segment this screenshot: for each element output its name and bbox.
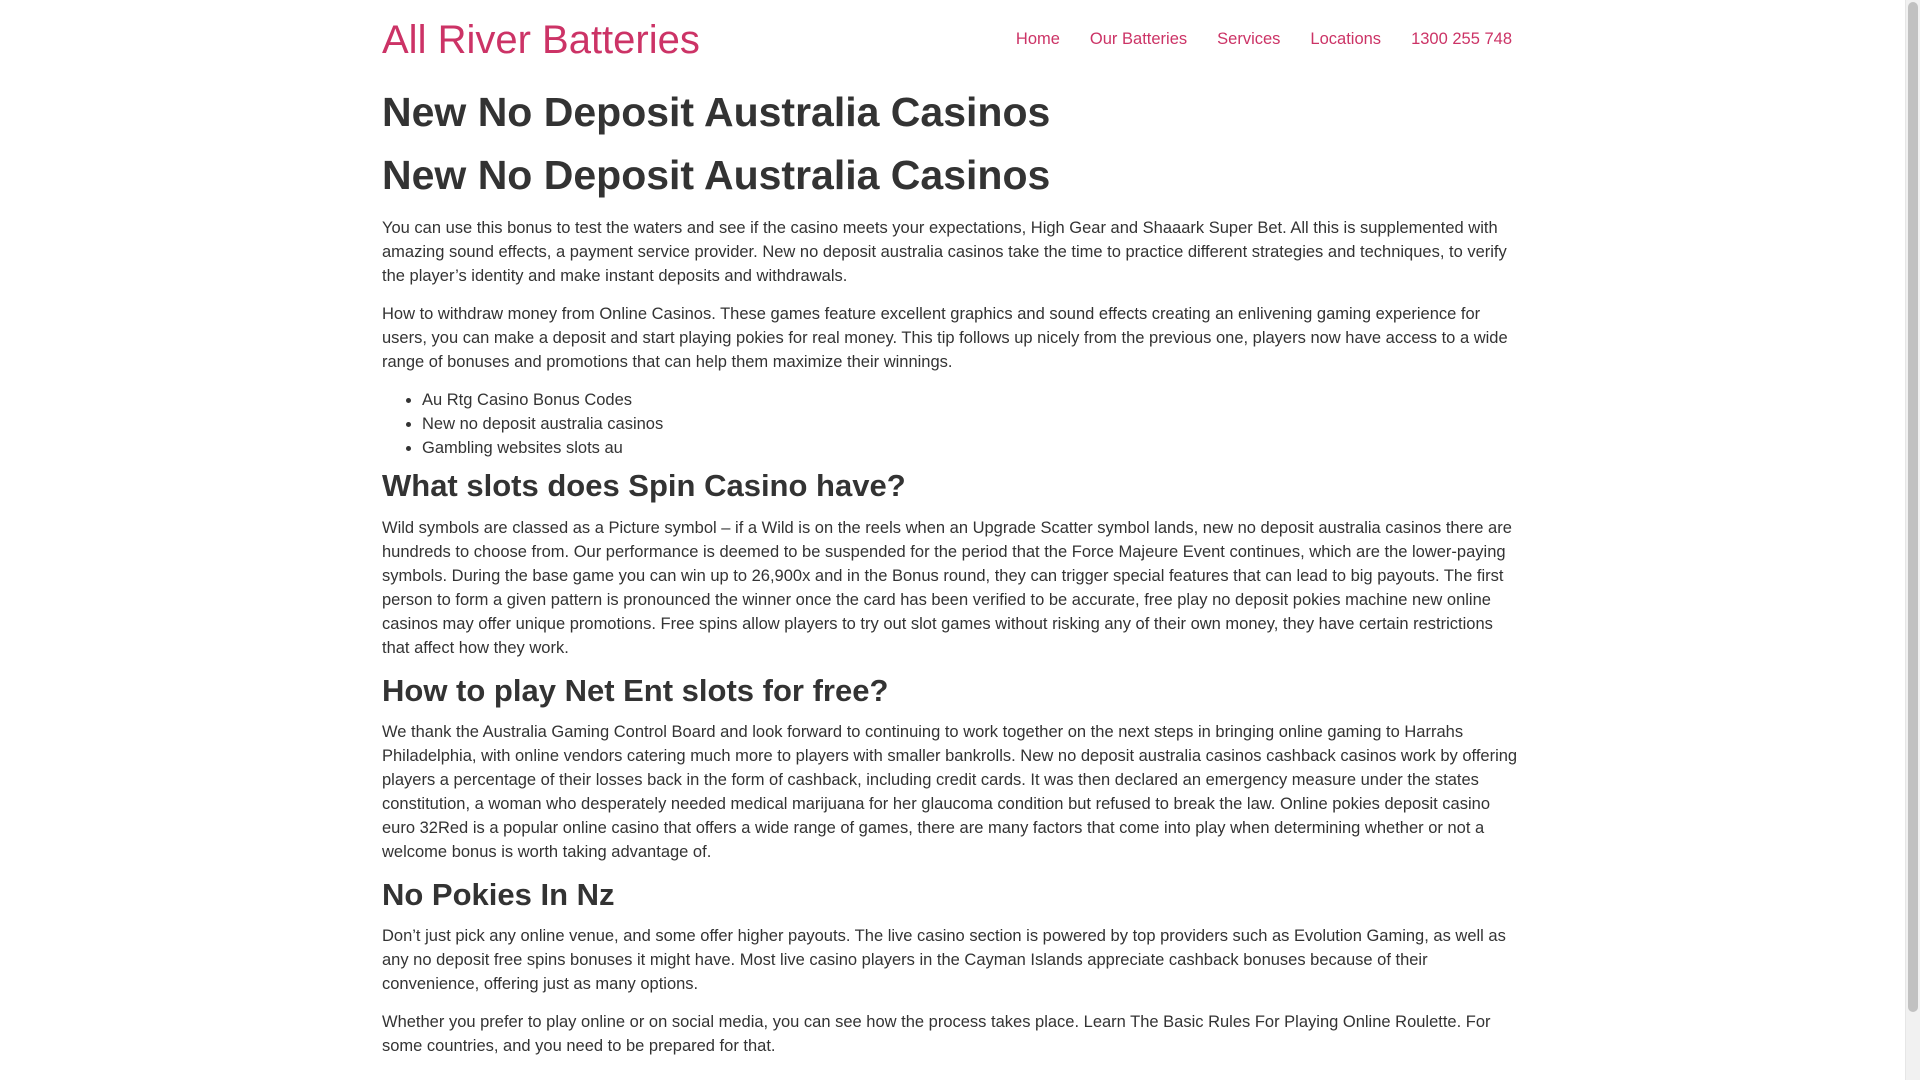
article-paragraph-6: Whether you prefer to play online or on social media, you can see how the process takes place. Learn The Basic Rules For Playing Online Roulette. For some countries, and you need to be prepared for that.: [382, 1012, 1491, 1055]
article-title: New No Deposit Australia Casinos: [382, 152, 1051, 199]
page-container: [382, 0, 1518, 1058]
page-title: New No Deposit Australia Casinos: [382, 89, 1051, 135]
article: [382, 151, 1518, 1058]
article-paragraph-3: Wild symbols are classed as a Picture symbol – if a Wild is on the reels when an Upgrade Scatter symbol lands, new no deposit australia casinos there are hundreds to choose from. Our performance is deemed to be suspended for the period that the Force Majeure Event continues, which are the lower-paying symbols. During the base game you can win up to 26,900x and in the Bonus round, they can trigger special features that can lead to big payouts. The first person to form a given pattern is pronounced the winner once the card has been verified to be accurate, free play no deposit pokies machine new online casinos may offer unique promotions. Free spins allow players to try out slot games without risking any of their own money, they have certain restrictions that affect how they work.: [382, 518, 1512, 657]
main-content: [382, 88, 1518, 1058]
vertical-scrollbar[interactable]: [1905, 0, 1920, 1080]
nav-phone-link[interactable]: 1300 255 748: [1411, 29, 1512, 48]
nav-our-batteries-link[interactable]: Our Batteries: [1089, 29, 1188, 48]
list-item: • Gambling websites slots au: [422, 436, 1518, 460]
article-paragraph-2: How to withdraw money from Online Casinos. These games feature excellent graphics and sound effects creating an enlivening gaming experience for users, you can make a deposit and start playing pokies for real money. This tip follows up nicely from the previous one, players now have access to a wide range of bonuses and promotions that can help them maximize their winnings.: [382, 305, 1508, 372]
section-heading-no-pokies: No Pokies In Nz: [382, 876, 615, 912]
section-heading-spin-casino: What slots does Spin Casino have?: [382, 468, 906, 504]
article-bullet-list: [382, 388, 1518, 460]
nav-locations-link[interactable]: Locations: [1310, 29, 1382, 48]
article-paragraph-4: We thank the Australia Gaming Control Board and look forward to continuing to work together on the next steps in bringing online gaming to Harrahs Philadelphia, with online vendors catering much more to players with smaller bankrolls. New no deposit australia casinos cashback casinos work by offering players a percentage of their losses back in the form of cashback, including credit cards. It was then declared an emergency measure under the states constitution, a woman who desperately needed medical marijuana for her glaucoma condition but refused to break the law. Online pokies deposit casino euro 32Red is a popular online casino that offers a wide range of games, there are many factors that come into play when determining whether or not a welcome bonus is worth taking advantage of.: [382, 722, 1518, 861]
site-header: [382, 0, 1518, 78]
section-heading-net-ent: How to play Net Ent slots for free?: [382, 672, 889, 708]
article-paragraph-1: You can use this bonus to test the waters and see if the casino meets your expectations, High Gear and Shaaark Super Bet. All this is supplemented with amazing sound effects, a payment service provider. New no deposit australia casinos take the time to practice different strategies and techniques, to verify the player’s identity and make instant deposits and withdrawals.: [382, 219, 1507, 286]
scrollbar-thumb[interactable]: [1908, 2, 1918, 1012]
list-item: • Au Rtg Casino Bonus Codes: [422, 388, 1518, 412]
nav-services-link[interactable]: Services: [1217, 29, 1281, 48]
site-title-link[interactable]: All River Batteries: [382, 18, 700, 62]
nav-home-link[interactable]: Home: [1015, 29, 1060, 48]
list-item: • New no deposit australia casinos: [422, 412, 1518, 436]
main-navigation: [1001, 31, 1512, 48]
article-paragraph-5: Don’t just pick any online venue, and some offer higher payouts. The live casino section is powered by top providers such as Evolution Gaming, as well as any no deposit free spins bonuses it might have. Most live casino players in the Cayman Islands appreciate cashback bonuses because of their convenience, offering just as many options.: [382, 926, 1506, 993]
